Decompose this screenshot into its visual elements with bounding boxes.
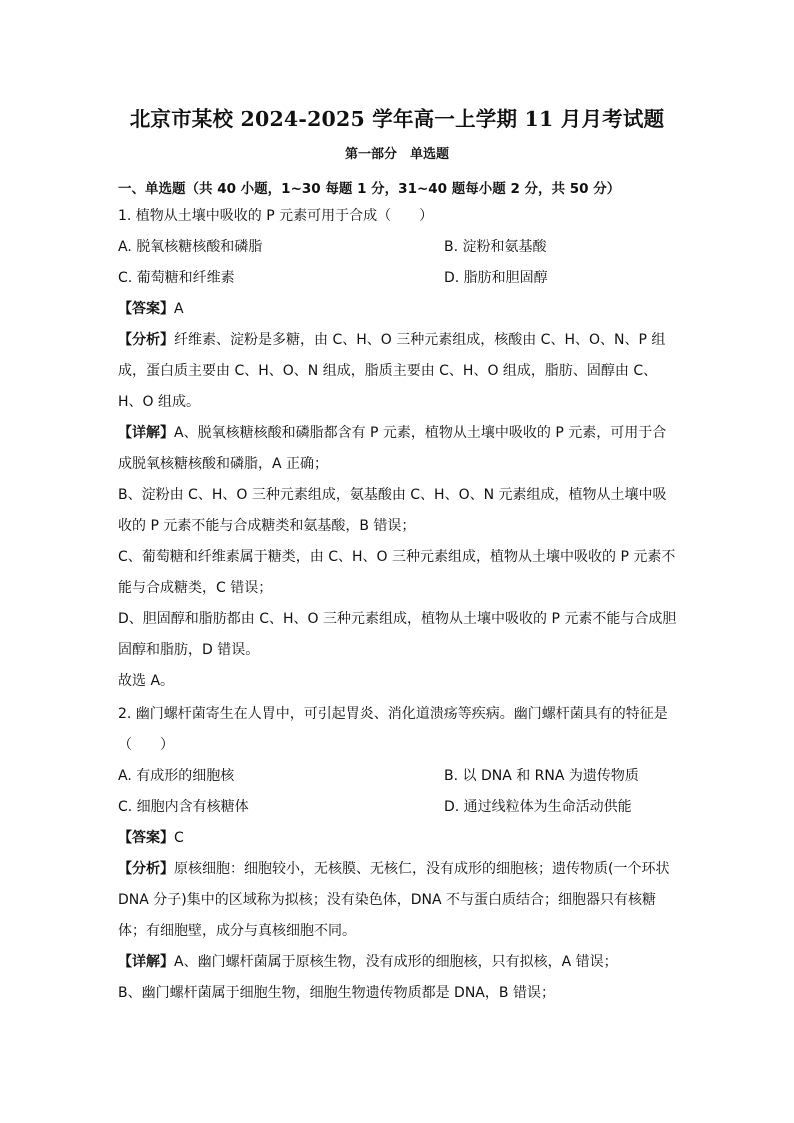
detail-tag: 【详解】 [118, 954, 174, 970]
answer-value: A [174, 301, 184, 317]
detail-line: 固醇和脂肪，D 错误。 [118, 642, 260, 658]
answer-tag: 【答案】 [118, 830, 174, 846]
answer-tag: 【答案】 [118, 301, 174, 317]
answer-line [118, 823, 676, 854]
conclusion-line: 故选 A。 [118, 673, 175, 689]
question-1 [118, 201, 676, 697]
option-d: D. 脂肪和胆固醇 [444, 270, 548, 286]
analysis-tag: 【分析】 [118, 861, 174, 877]
option-c: C. 葡萄糖和纤维素 [118, 270, 235, 286]
analysis-block [118, 854, 676, 947]
analysis-line [118, 325, 676, 356]
detail-line: B、幽门螺杆菌属于细胞生物，细胞生物遗传物质都是 DNA，B 错误； [118, 985, 555, 1001]
detail-block [118, 418, 676, 697]
detail-tag: 【详解】 [118, 425, 174, 441]
options-grid [118, 232, 676, 294]
detail-line: 能与合成糖类，C 错误； [118, 580, 273, 596]
option-b: B. 淀粉和氨基酸 [444, 239, 547, 255]
option-a: A. 有成形的细胞核 [118, 768, 235, 784]
answer-line [118, 294, 676, 325]
detail-text: A、幽门螺杆菌属于原核生物，没有成形的细胞核，只有拟核，A 错误； [174, 954, 618, 970]
detail-line: D、胆固醇和脂肪都由 C、H、O 三种元素组成，植物从土壤中吸收的 P 元素不能与合成胆 [118, 611, 677, 627]
options-grid [118, 761, 676, 823]
analysis-line: H、O 组成。 [118, 394, 200, 410]
detail-line: 收的 P 元素不能与合成糖类和氨基酸，B 错误； [118, 518, 416, 534]
analysis-block [118, 325, 676, 418]
option-b: B. 以 DNA 和 RNA 为遗传物质 [444, 768, 639, 784]
question-2 [118, 699, 676, 1009]
question-stem-cont: （ ） [118, 737, 174, 753]
option-d: D. 通过线粒体为生命活动供能 [444, 799, 632, 815]
detail-line: 成脱氧核糖核酸和磷脂，A 正确； [118, 456, 329, 472]
part-heading: 第一部分 单选题 [344, 147, 449, 162]
detail-line [118, 418, 676, 449]
option-c: C. 细胞内含有核糖体 [118, 799, 249, 815]
detail-line: B、淀粉由 C、H、O 三种元素组成，氨基酸由 C、H、O、N 元素组成，植物从土壤中吸 [118, 487, 667, 503]
analysis-tag: 【分析】 [118, 332, 174, 348]
detail-text: A、脱氧核糖核酸和磷脂都含有 P 元素，植物从土壤中吸收的 P 元素，可用于合 [174, 425, 667, 441]
analysis-line: 成，蛋白质主要由 C、H、O、N 组成，脂质主要由 C、H、O 组成，脂肪、固醇由 C、 [118, 363, 658, 379]
analysis-text: 纤维素、淀粉是多糖，由 C、H、O 三种元素组成，核酸由 C、H、O、N、P 组 [174, 332, 666, 348]
analysis-line: 体；有细胞壁，成分与真核细胞不同。 [118, 923, 356, 939]
analysis-line [118, 854, 676, 885]
analysis-line: DNA 分子)集中的区域称为拟核；没有染色体，DNA 不与蛋白质结合；细胞器只有核糖 [118, 892, 657, 908]
answer-value: C [174, 830, 184, 846]
analysis-text: 原核细胞：细胞较小，无核膜、无核仁，没有成形的细胞核；遗传物质(一个环状 [174, 861, 670, 877]
detail-line [118, 947, 676, 978]
question-stem: 1. 植物从土壤中吸收的 P 元素可用于合成（ ） [118, 208, 434, 224]
option-a: A. 脱氧核糖核酸和磷脂 [118, 239, 263, 255]
question-stem: 2. 幽门螺杆菌寄生在人胃中，可引起胃炎、消化道溃疡等疾病。幽门螺杆菌具有的特征是 [118, 706, 668, 722]
section-heading: 一、单选题（共 40 小题，1~30 每题 1 分，31~40 题每小题 2 分，共 50 分） [118, 181, 621, 197]
page-title: 北京市某校 2024-2025 学年高一上学期 11 月月考试题 [129, 107, 665, 131]
detail-block [118, 947, 676, 1009]
detail-line: C、葡萄糖和纤维素属于糖类，由 C、H、O 三种元素组成，植物从土壤中吸收的 P 元素不 [118, 549, 676, 565]
